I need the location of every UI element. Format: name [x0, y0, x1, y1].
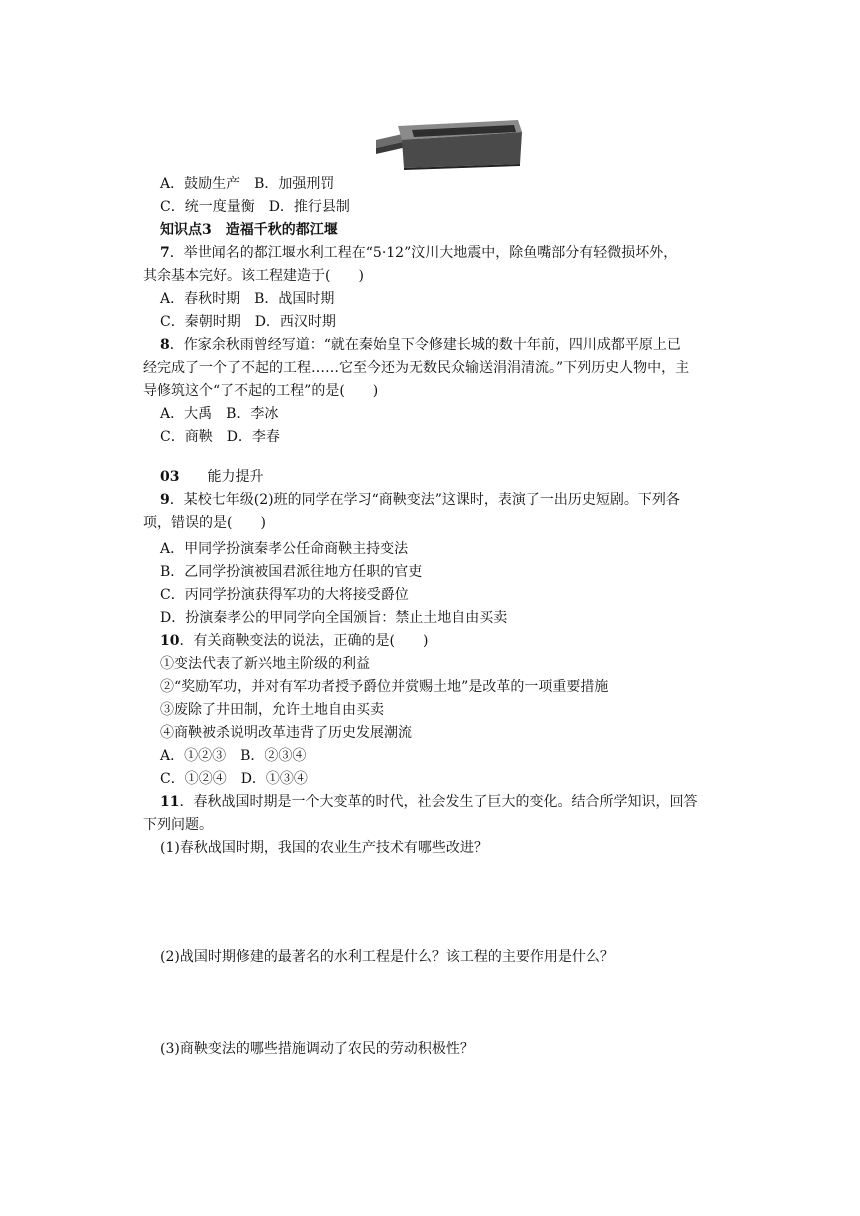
question-9-number: 9: [160, 492, 170, 508]
question-8-line1: [160, 334, 681, 356]
question-10-options-line1: A．①②③ B．②③④: [160, 748, 307, 764]
question-8-text1: ．作家余秋雨曾经写道：“就在秦始皇下令修建长城的数十年前，四川成都平原上已: [169, 337, 681, 353]
question-7-number: 7: [160, 245, 170, 261]
q6-options-line1: A．鼓励生产 B．加强刑罚: [160, 176, 335, 192]
section-title: 能力提升: [207, 469, 264, 485]
question-9-option-d: D．扮演秦孝公的甲同学向全国颁旨：禁止土地自由买卖: [160, 610, 508, 626]
question-10-statement-3: ③废除了井田制，允许土地自由买卖: [160, 702, 384, 718]
question-11-part-1: (1)春秋战国时期，我国的农业生产技术有哪些改进？: [160, 840, 488, 856]
question-7-options-line2: C．秦朝时期 D．西汉时期: [160, 314, 336, 330]
question-9-text1: ．某校七年级(2)班的同学在学习“商鞅变法”这课时，表演了一出历史短剧。下列各: [169, 492, 680, 508]
question-11-line1: [160, 791, 697, 813]
question-10-statement-2: ②“奖励军功，并对有军功者授予爵位并赏赐土地”是改革的一项重要措施: [160, 679, 609, 695]
question-10-line1: [160, 630, 428, 652]
question-8-number: 8: [160, 337, 170, 353]
section-number: 03: [160, 469, 180, 485]
measuring-vessel-image: [368, 118, 524, 170]
question-8-options-line1: A．大禹 B．李冰: [160, 406, 279, 422]
question-9-line2: 项，错误的是( ): [143, 515, 266, 531]
question-10-options-line2: C．①②④ D．①③④: [160, 771, 308, 787]
section-03-heading: [160, 466, 263, 488]
question-8-line3: 导修筑这个“了不起的工程”的是( ): [143, 383, 379, 399]
question-11-number: 11: [160, 794, 180, 810]
question-11-part-3: (3)商鞅变法的哪些措施调动了农民的劳动积极性？: [160, 1041, 474, 1057]
question-11-text1: ．春秋战国时期是一个大变革的时代，社会发生了巨大的变化。结合所学知识，回答: [179, 794, 698, 810]
question-11-part-2: (2)战国时期修建的最著名的水利工程是什么？该工程的主要作用是什么？: [160, 949, 614, 965]
question-10-statement-4: ④商鞅被杀说明改革违背了历史发展潮流: [160, 725, 412, 741]
question-7-line1: [160, 242, 677, 264]
q6-options-line2: C．统一度量衡 D．推行县制: [160, 199, 350, 215]
question-9-line1: [160, 489, 680, 511]
question-8-options-line2: C．商鞅 D．李春: [160, 429, 280, 445]
question-7-text1: ．举世闻名的都江堰水利工程在“5·12”汶川大地震中，除鱼嘴部分有轻微损坏外，: [169, 245, 678, 261]
question-10-text1: ．有关商鞅变法的说法，正确的是( ): [179, 633, 429, 649]
question-7-line2: 其余基本完好。该工程建造于( ): [143, 268, 364, 284]
question-8-line2: 经完成了一个了不起的工程……它至今还为无数民众输送涓涓清流。”下列历史人物中，主: [143, 360, 690, 376]
question-11-line2: 下列问题。: [143, 817, 213, 833]
question-7-options-line1: A．春秋时期 B．战国时期: [160, 291, 335, 307]
question-10-statement-1: ①变法代表了新兴地主阶级的利益: [160, 656, 370, 672]
knowledge-point-3-title: 知识点3 造福千秋的都江堰: [160, 222, 338, 238]
question-10-number: 10: [160, 633, 180, 649]
question-9-option-c: C．丙同学扮演获得军功的大将接受爵位: [160, 587, 409, 603]
question-9-option-a: A．甲同学扮演秦孝公任命商鞅主持变法: [160, 541, 409, 557]
question-9-option-b: B．乙同学扮演被国君派往地方任职的官吏: [160, 564, 423, 580]
